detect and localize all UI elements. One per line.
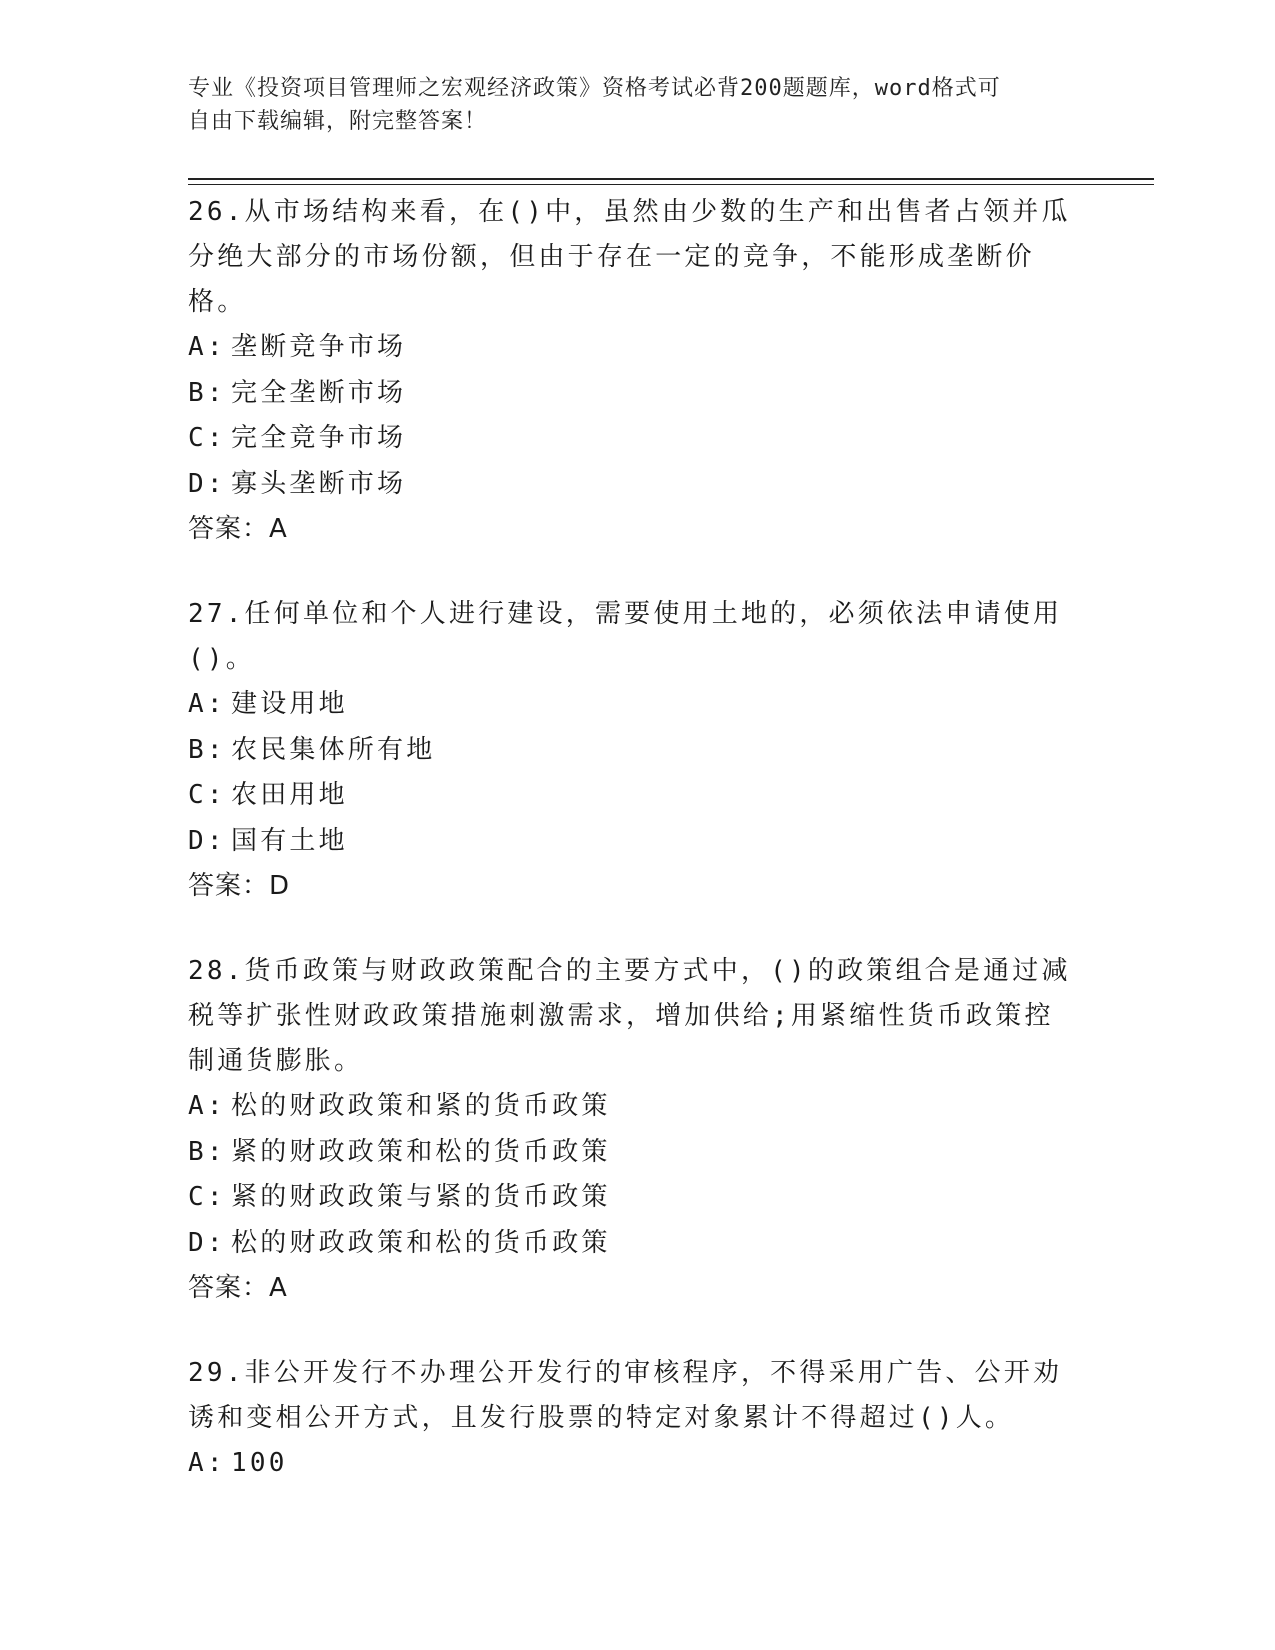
option-letter: C: [188,423,226,453]
question-29 [188,1351,1078,1487]
answer-line: 答案：D [188,871,291,901]
option-b [188,728,1078,774]
question-stem: 26.从市场结构来看，在()中，虽然由少数的生产和出售者占领并瓜分绝大部分的市场份额，但由于存在一定的竞争，不能形成垄断价格。 [188,197,1071,317]
option-c [188,416,1078,462]
option-text: 农田用地 [231,780,348,810]
option-b [188,371,1078,417]
option-a [188,325,1078,371]
option-text: 紧的财政政策和松的货币政策 [231,1136,611,1167]
option-letter: D: [188,468,226,499]
header-line-1: 专业《投资项目管理师之宏观经济政策》资格考试必背200题题库，word格式可 [188,76,1001,101]
option-text: 建设用地 [231,689,348,719]
option-text: 垄断竞争市场 [231,332,407,362]
question-stem: 27.任何单位和个人进行建设，需要使用土地的，必须依法申请使用()。 [188,599,1063,674]
option-d [188,462,1078,508]
option-letter: D: [188,1227,226,1258]
option-text: 松的财政政策和松的货币政策 [231,1227,611,1258]
option-d [188,1221,1078,1267]
option-letter: A: [188,1448,226,1478]
option-letter: B: [188,1136,226,1167]
option-letter: B: [188,377,226,408]
option-c [188,1175,1078,1221]
answer-line: 答案：A [188,1273,288,1303]
option-c [188,773,1078,819]
question-stem: 28.货币政策与财政政策配合的主要方式中，()的政策组合是通过减税等扩张性财政政策措施刺激需求，增加供给;用紧缩性货币政策控制通货膨胀。 [188,956,1071,1076]
option-a [188,1441,1078,1487]
answer-line: 答案：A [188,514,288,544]
option-letter: A: [188,332,226,362]
option-text: 松的财政政策和紧的货币政策 [231,1091,611,1121]
option-a [188,682,1078,728]
header-divider-thick [188,178,1154,180]
header-line-2: 自由下载编辑，附完整答案！ [188,109,488,134]
question-stem: 29.非公开发行不办理公开发行的审核程序，不得采用广告、公开劝诱和变相公开方式，且发行股票的特定对象累计不得超过()人。 [188,1358,1063,1433]
option-letter: C: [188,780,226,810]
document-header [188,72,1068,138]
option-letter: D: [188,825,226,856]
question-27 [188,592,1078,909]
option-text: 国有土地 [231,825,348,856]
option-text: 完全垄断市场 [231,377,407,408]
option-text: 100 [231,1448,288,1478]
option-a [188,1084,1078,1130]
option-letter: C: [188,1182,226,1212]
question-28 [188,949,1078,1311]
option-text: 寡头垄断市场 [231,468,407,499]
question-26 [188,190,1078,552]
option-d [188,819,1078,865]
option-letter: B: [188,734,226,765]
header-divider-thin [188,184,1154,185]
option-text: 完全竞争市场 [231,423,407,453]
option-text: 农民集体所有地 [231,734,436,765]
option-b [188,1130,1078,1176]
option-letter: A: [188,1091,226,1121]
question-list [188,190,1078,1527]
option-letter: A: [188,689,226,719]
option-text: 紧的财政政策与紧的货币政策 [231,1182,611,1212]
